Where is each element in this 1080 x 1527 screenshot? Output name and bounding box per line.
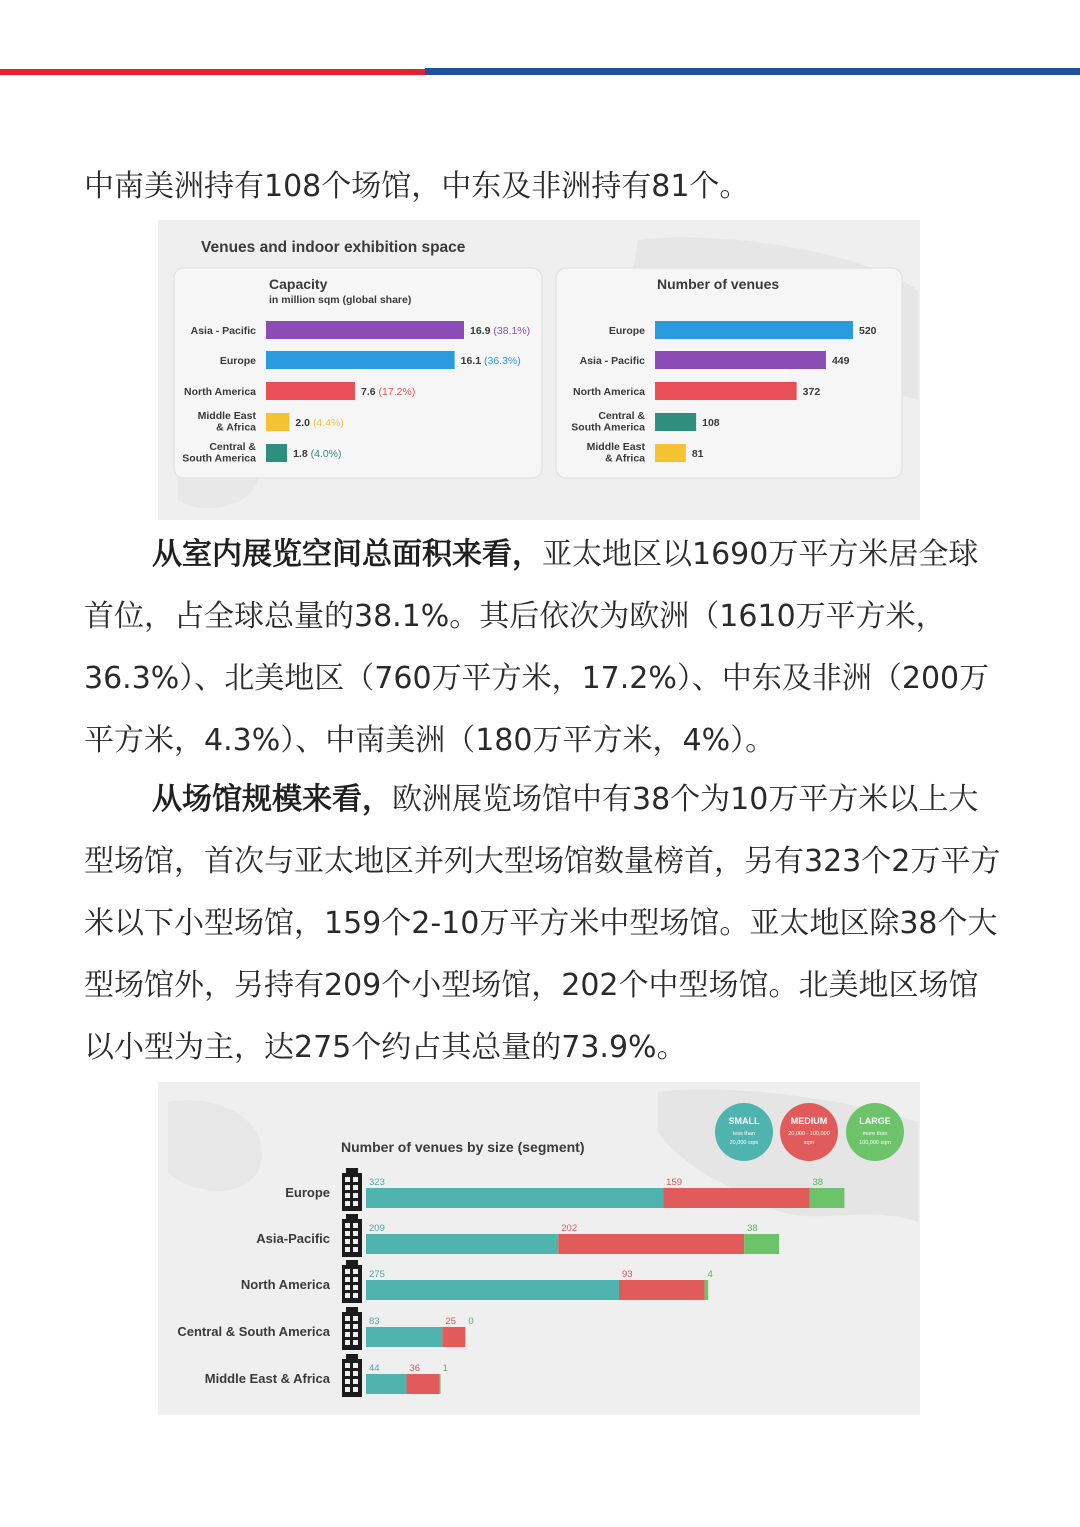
capacity-region-label [184, 386, 256, 398]
venues-region-label-line: Middle East [586, 441, 645, 453]
capacity-region-label-line: Europe [219, 355, 256, 367]
segment-bar-small [366, 1374, 406, 1394]
capacity-subtitle: in million sqm (global share) [269, 294, 412, 306]
legend-small-desc: less than [732, 1131, 756, 1137]
venues-value-label: 81 [691, 448, 704, 460]
figure1-title: Venues and indoor exhibition space [201, 239, 466, 256]
building-icon-window [345, 1379, 350, 1384]
intro-line: 中南美洲持有108个场馆，中东及非洲持有81个。 [84, 169, 750, 204]
building-icon [342, 1307, 362, 1350]
segment-region-label: Europe [285, 1185, 330, 1200]
legend-medium-desc: 20,000 - 100,000 [788, 1131, 830, 1137]
segment-region-label: Central & South America [177, 1324, 330, 1339]
legend-large-desc: 100,000 sqm [859, 1140, 891, 1146]
segment-bar-medium [558, 1234, 744, 1254]
capacity-value: 16.9 [470, 325, 494, 337]
capacity-title: Capacity [269, 276, 328, 292]
building-icon-window [345, 1193, 350, 1198]
building-icon-window [353, 1371, 358, 1376]
building-icon-window [353, 1239, 358, 1244]
segment-value-medium: 36 [409, 1363, 421, 1374]
capacity-region-label-line: North America [184, 386, 256, 398]
building-icon-window [345, 1387, 350, 1392]
building-icon-window [345, 1285, 350, 1290]
capacity-region-label-line: Middle East [197, 410, 256, 422]
paragraph-capacity-body: 亚太地区以1690万平方米居全球首位，占全球总量的38.1%。其后依次为欧洲（1610万平方米，36.3%）、北美地区（760万平方米，17.2%）、中东及非洲（200万平方米，4.3%）、中南美洲（180万平方米，4%）。 [84, 537, 990, 758]
capacity-region-label-line: & Africa [216, 421, 256, 434]
building-icon-window [345, 1316, 350, 1321]
header-color-bar [0, 68, 1080, 76]
building-icon [342, 1214, 362, 1257]
venues-region-label-line: Central & [598, 410, 645, 422]
figure-venues-capacity [158, 220, 920, 520]
capacity-bar [266, 444, 287, 462]
capacity-value: 1.8 [293, 448, 311, 460]
building-icon-window [353, 1269, 358, 1274]
segment-value-medium: 93 [622, 1269, 633, 1280]
segment-bar-small [366, 1188, 663, 1208]
venues-value-label: 108 [702, 417, 720, 429]
capacity-value: 2.0 [295, 417, 313, 429]
segment-bar-medium [663, 1188, 809, 1208]
segment-value-medium: 159 [666, 1177, 683, 1188]
building-icon [342, 1354, 362, 1397]
header-red-stripe [0, 69, 430, 75]
building-icon-window [345, 1371, 350, 1376]
capacity-bar [266, 351, 455, 369]
building-icon-window [345, 1239, 350, 1244]
building-icon-window [353, 1201, 358, 1206]
capacity-value-label [470, 325, 530, 337]
segment-value-large: 4 [707, 1269, 713, 1280]
capacity-bar [266, 413, 289, 431]
venues-region-label-line: South America [571, 421, 645, 434]
building-icon-window [353, 1247, 358, 1252]
building-icon-top [346, 1214, 358, 1220]
paragraph-venue-size-body: 欧洲展览场馆中有38个为10万平方米以上大型场馆，首次与亚太地区并列大型场馆数量榜首，另有323个2万平方米以下小型场馆，159个2-10万平方米中型场馆。亚太地区除38个大型场馆外，另持有209个小型场馆，202个中型场馆。北美地区场馆以小型为主，达275个约占其总量的73.9%。 [84, 782, 1001, 1065]
venues-region-label-line: Asia - Pacific [579, 355, 645, 367]
capacity-region-label [191, 325, 257, 337]
building-icon-window [345, 1293, 350, 1298]
building-icon-window [353, 1223, 358, 1228]
building-icon-window [345, 1177, 350, 1182]
building-icon-window [353, 1277, 358, 1282]
capacity-bar [266, 321, 464, 339]
capacity-share: (17.2%) [378, 386, 416, 398]
building-icon-window [353, 1185, 358, 1190]
capacity-share: (36.3%) [483, 355, 521, 367]
segment-value-large: 38 [747, 1223, 758, 1234]
building-icon-window [345, 1324, 350, 1329]
figure2-title: Number of venues by size (segment) [341, 1139, 585, 1155]
figure-venues-by-size [158, 1082, 920, 1415]
capacity-bar [266, 382, 355, 400]
segment-bar-small [366, 1280, 619, 1300]
capacity-share: (4.0%) [310, 448, 342, 460]
building-icon-window [353, 1379, 358, 1384]
venues-title: Number of venues [657, 276, 780, 292]
building-icon-window [353, 1363, 358, 1368]
paragraph-capacity-lead: 从室内展览空间总面积来看， [152, 537, 542, 572]
legend-large-label: LARGE [859, 1116, 891, 1126]
capacity-value-label [461, 355, 521, 367]
building-icon-window [353, 1177, 358, 1182]
building-icon-window [353, 1340, 358, 1345]
building-icon-window [353, 1231, 358, 1236]
building-icon [342, 1260, 362, 1303]
venues-region-label-line: North America [573, 386, 645, 398]
building-icon-window [345, 1269, 350, 1274]
segment-bar-large [705, 1280, 709, 1300]
legend-small-label: SMALL [728, 1116, 760, 1126]
capacity-share: (38.1%) [493, 325, 531, 337]
capacity-region-label-line: Central & [209, 441, 256, 453]
legend-large-desc: more than [862, 1131, 888, 1137]
segment-bar-large [809, 1188, 844, 1208]
segment-value-small: 275 [369, 1269, 385, 1280]
venues-region-label [580, 355, 646, 367]
building-icon-window [353, 1387, 358, 1392]
figure1-svg [158, 220, 920, 520]
building-icon-window [345, 1185, 350, 1190]
building-icon-window [345, 1332, 350, 1337]
capacity-region-label [220, 355, 256, 367]
capacity-region-label-line: South America [182, 452, 256, 465]
segment-bar-small [366, 1234, 558, 1254]
building-icon-window [353, 1332, 358, 1337]
figure2-svg [158, 1082, 920, 1415]
building-icon-window [345, 1277, 350, 1282]
building-icon [342, 1168, 362, 1211]
venues-region-label [609, 325, 645, 337]
segment-value-small: 209 [369, 1223, 385, 1234]
segment-value-small: 44 [369, 1363, 380, 1374]
paragraph-venue-size-lead: 从场馆规模来看， [152, 782, 392, 817]
segment-bar-large [744, 1234, 779, 1254]
venues-bar [655, 413, 696, 431]
segment-value-small: 83 [369, 1316, 380, 1327]
capacity-value: 16.1 [460, 355, 484, 367]
capacity-region-label-line: Asia - Pacific [190, 325, 256, 337]
venues-value-label: 449 [831, 355, 850, 367]
segment-bar-medium [619, 1280, 705, 1300]
capacity-value-label [361, 386, 415, 398]
legend-medium-desc: sqm [803, 1140, 815, 1146]
building-icon-top [346, 1168, 358, 1174]
venues-bar [655, 321, 853, 339]
building-icon-window [353, 1324, 358, 1329]
segment-value-small: 323 [369, 1177, 385, 1188]
legend-small-desc: 20,000 sqm [729, 1140, 759, 1146]
building-icon-window [353, 1193, 358, 1198]
building-icon-window [353, 1293, 358, 1298]
venues-region-label-line: & Africa [605, 452, 645, 465]
building-icon-window [353, 1316, 358, 1321]
building-icon-window [345, 1223, 350, 1228]
venues-value-label: 372 [802, 386, 821, 398]
segment-value-medium: 25 [445, 1316, 456, 1327]
building-icon-window [345, 1363, 350, 1368]
building-icon-window [345, 1247, 350, 1252]
segment-bar-large [440, 1374, 441, 1394]
venues-bar [655, 351, 826, 369]
paragraph-capacity [84, 524, 1004, 772]
capacity-share: (4.4%) [312, 417, 344, 429]
building-icon-window [353, 1285, 358, 1290]
segment-bar-medium [442, 1327, 465, 1347]
building-icon-top [346, 1307, 358, 1313]
segment-region-label: Middle East & Africa [204, 1371, 330, 1386]
header-blue-stripe [425, 68, 1080, 75]
building-icon-top [346, 1260, 358, 1266]
building-icon-top [346, 1354, 358, 1360]
capacity-value: 7.6 [361, 386, 379, 398]
segment-value-large: 38 [812, 1177, 824, 1188]
venues-bar [655, 444, 686, 462]
legend-medium-label: MEDIUM [790, 1116, 828, 1126]
venues-value-label: 520 [859, 325, 877, 337]
segment-bar-small [366, 1327, 442, 1347]
venues-region-label [573, 386, 645, 398]
segment-value-large: 0 [468, 1316, 474, 1327]
world-map-bg [168, 1100, 262, 1191]
capacity-value-label [293, 448, 341, 460]
segment-bar-medium [406, 1374, 439, 1394]
capacity-value-label [295, 417, 343, 429]
venues-bar [655, 382, 797, 400]
segment-region-label: North America [240, 1277, 330, 1292]
building-icon-window [345, 1231, 350, 1236]
building-icon-window [345, 1340, 350, 1345]
building-icon-window [345, 1201, 350, 1206]
paragraph-venue-size [84, 769, 1004, 1079]
segment-region-label: Asia-Pacific [256, 1231, 330, 1246]
segment-value-large: 1 [442, 1363, 448, 1374]
venues-region-label-line: Europe [608, 325, 645, 337]
segment-value-medium: 202 [561, 1223, 578, 1234]
